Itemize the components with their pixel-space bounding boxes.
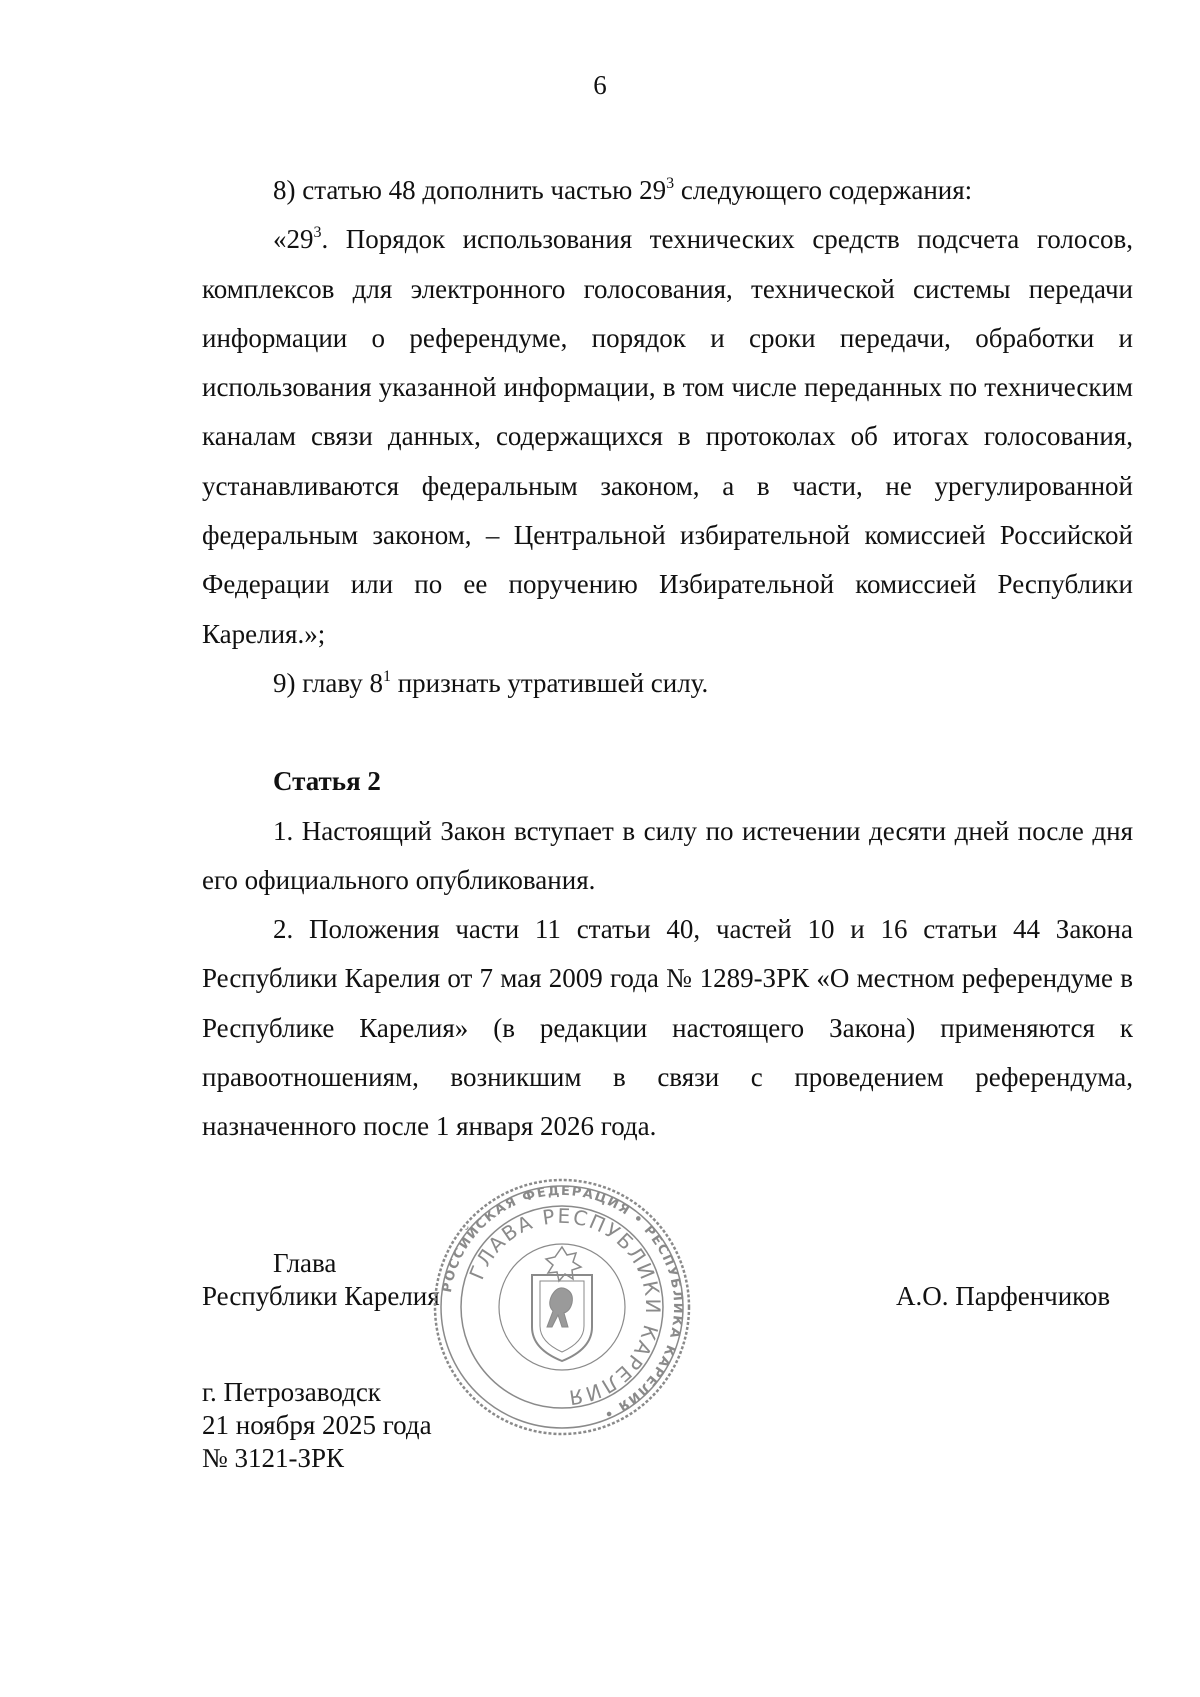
item-8-intro-tail: следующего содержания: <box>674 175 973 205</box>
item-8-intro <box>202 166 1133 215</box>
item-9 <box>202 659 1133 708</box>
signatory-name: А.О. Парфенчиков <box>896 1281 1111 1311</box>
seal-inner-text: ГЛАВА РЕСПУБЛИКИ КАРЕЛИЯ <box>464 1203 666 1411</box>
item-9-text: 9) главу 8 <box>273 667 383 698</box>
seal-outer-text: РОССИЙСКАЯ ФЕДЕРАЦИЯ • РЕСПУБЛИКА КАРЕЛИЯ • <box>439 1183 686 1422</box>
signatory-title-line-1: Глава <box>273 1248 337 1278</box>
article-2-heading: Статья 2 <box>273 766 381 797</box>
item-8-text-lead: «29 <box>273 224 314 255</box>
article-2-paragraph-2: 2. Положения части 11 статьи 40, частей 10 и 16 статьи 44 Закона Республики Карелия от 7 мая 2009 года № 1289-ЗРК «О местном референдуме в Республике Карелия» (в редакции настоящего Закона) применяются к правоотношениям, возникшим в связи с проведением референдума, назначенного после 1 января 2026 года. <box>202 914 1133 1142</box>
item-8-intro-superscript: 3 <box>666 175 675 192</box>
signatory-title <box>202 1247 440 1313</box>
item-8-intro-text: 8) статью 48 дополнить частью 29 <box>273 175 667 205</box>
item-8-text-body: . Порядок использования технических средств подсчета голосов, комплексов для электронного голосования, технической системы передачи информации о референдуме, порядок и сроки передачи, обработки и использования указанной информации, в том числе переданных по техническим каналам связи данных, содержащихся в протоколах об итогах голосования, устанавливаются федеральным законом, а в части, не урегулированной федеральным законом, – Центральной избирательной комиссией Российской Федерации или по ее поручению Избирательной комиссией Республики Карелия.»; <box>202 224 1133 649</box>
item-8-text <box>202 215 1133 659</box>
item-9-tail: признать утратившей силу. <box>390 667 709 698</box>
place-city: г. Петрозаводск <box>202 1377 381 1407</box>
signatory-title-line-2: Республики Карелия <box>202 1281 440 1311</box>
item-9-superscript: 1 <box>382 667 391 685</box>
place-date-number <box>202 1376 432 1475</box>
page-number: 6 <box>593 70 607 100</box>
item-8-text-superscript: 3 <box>313 224 322 242</box>
official-seal-icon <box>432 1177 692 1437</box>
law-number: № 3121-ЗРК <box>202 1443 345 1473</box>
law-date: 21 ноября 2025 года <box>202 1410 432 1440</box>
document-body <box>202 166 1133 1152</box>
article-2-paragraph-1: 1. Настоящий Закон вступает в силу по истечении десяти дней после дня его официального опубликования. <box>202 815 1133 895</box>
